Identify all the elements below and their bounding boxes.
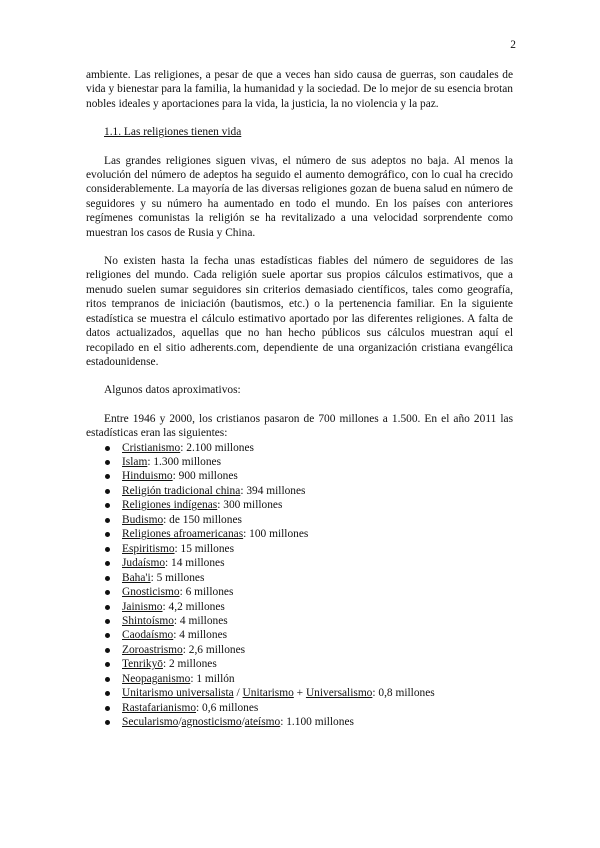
list-item	[86, 498, 513, 512]
bullet-icon	[105, 662, 110, 667]
bullet-icon	[105, 576, 110, 581]
bullet-icon	[105, 547, 110, 552]
religion-link[interactable]: Secularismo	[122, 716, 179, 729]
religion-value: : 14 millones	[165, 557, 225, 570]
bullet-icon	[105, 691, 110, 696]
religion-link[interactable]: Zoroastrismo	[122, 643, 183, 656]
religion-link[interactable]: Unitarismo universalista	[122, 687, 234, 700]
religion-link[interactable]: Islam	[122, 455, 148, 468]
religion-value: : 900 millones	[172, 470, 238, 483]
religion-value: : 1.300 millones	[147, 455, 222, 468]
religion-value: : 2 millones	[162, 658, 217, 671]
religion-link[interactable]: Hinduismo	[122, 470, 173, 483]
bullet-icon	[105, 460, 110, 465]
religions-list	[86, 441, 513, 730]
document-body	[86, 68, 513, 730]
bullet-icon	[105, 561, 110, 566]
paragraph-approx-data: Algunos datos aproximativos:	[104, 384, 241, 397]
list-item	[86, 469, 513, 483]
section-heading: 1.1. Las religiones tienen vida	[104, 126, 242, 139]
religion-link[interactable]: Religiones indígenas	[122, 499, 218, 512]
religion-value: : 4 millones	[173, 614, 228, 627]
list-item	[86, 484, 513, 498]
religion-link[interactable]: Caodaísmo	[122, 629, 174, 642]
paragraph-statistics: No existen hasta la fecha unas estadísticas fiables del número de seguidores de las religiones del mundo. Cada religión suele aportar sus propios cálculos estimativos, que a menudo suelen sumar seguidores sin criterios demasiado científicos, tales como geografía, ritos tempranos de iniciación (bautismos, etc.) o la pertenencia familiar. En la siguiente estadística se muestra el cálculo estimativo aportado por las diferentes religiones. A falta de datos actualizados, aquellas que no han hecho públicos sus cálculos muestran aquí el recopilado en el sitio adherents.com, dependiente de una organización cristiana evangélica estadounidense.	[86, 255, 513, 368]
religion-link[interactable]: Unitarismo	[242, 687, 294, 700]
separator: +	[293, 687, 306, 700]
religion-value: : 15 millones	[174, 542, 235, 555]
bullet-icon	[105, 605, 110, 610]
religion-value: : 4 millones	[173, 629, 228, 642]
religion-value: : 2,6 millones	[182, 643, 246, 656]
religion-link[interactable]: Gnosticismo	[122, 586, 180, 599]
paragraph-adherents: Las grandes religiones siguen vivas, el número de sus adeptos no baja. Al menos la evolución del número de adeptos ha seguido el aumento demográfico, con lo cual ha crecido considerablemente. La mayoría de las diversas religiones gozan de buena salud en número de seguidores y su número ha aumentado en todo el mundo. En los países con anteriores regímenes comunistas la religión se ha revitalizado a una velocidad sorprendente como muestran los casos de Rusia y China.	[86, 154, 513, 239]
religion-link[interactable]: Religión tradicional china	[122, 484, 241, 497]
bullet-icon	[105, 633, 110, 638]
religion-value: : 0,6 millones	[196, 701, 259, 714]
religion-value: : 394 millones	[240, 484, 306, 497]
list-item	[86, 455, 513, 469]
religion-link[interactable]: ateísmo	[244, 716, 281, 729]
religion-link[interactable]: Espiritismo	[122, 542, 175, 555]
religion-link[interactable]: Rastafarianismo	[122, 701, 197, 714]
religion-value: : 4,2 millones	[162, 600, 225, 613]
religion-value: : 1.100 millones	[280, 716, 354, 729]
bullet-icon	[105, 518, 110, 523]
separator: /	[241, 716, 245, 729]
religion-link[interactable]: Cristianismo	[122, 441, 181, 454]
list-item	[86, 686, 513, 700]
list-item	[86, 643, 513, 657]
religion-value: : 1 millón	[190, 672, 235, 685]
bullet-icon	[105, 720, 110, 725]
religion-link[interactable]: agnosticismo	[181, 716, 242, 729]
list-item	[86, 628, 513, 642]
religion-link[interactable]: Universalismo	[305, 687, 373, 700]
bullet-icon	[105, 489, 110, 494]
bullet-icon	[105, 474, 110, 479]
religion-link[interactable]: Budismo	[122, 513, 164, 526]
page-number: 2	[510, 39, 516, 51]
list-item	[86, 614, 513, 628]
list-item	[86, 657, 513, 671]
religion-value: : 5 millones	[150, 571, 205, 584]
religion-value: : 0,8 millones	[372, 687, 435, 700]
religion-link[interactable]: Baha'i	[122, 571, 151, 584]
list-item	[86, 672, 513, 686]
separator: /	[233, 687, 243, 700]
bullet-icon	[105, 619, 110, 624]
religion-value: : 300 millones	[217, 499, 283, 512]
religion-link[interactable]: Religiones afroamericanas	[122, 528, 244, 541]
bullet-icon	[105, 503, 110, 508]
religion-value: : 2.100 millones	[180, 441, 254, 454]
bullet-icon	[105, 677, 110, 682]
paragraph-intro: ambiente. Las religiones, a pesar de que a veces han sido causa de guerras, son caudales de vida y bienestar para la familia, la humanidad y la sociedad. De lo mejor de su esencia brotan nobles ideales y aportaciones para la vida, la justicia, la no violencia y la paz.	[86, 69, 513, 110]
religion-link[interactable]: Judaísmo	[122, 557, 166, 570]
list-item	[86, 585, 513, 599]
religion-link[interactable]: Neopaganismo	[122, 672, 191, 685]
religion-value: : de 150 millones	[163, 513, 242, 526]
religion-link[interactable]: Tenrikyō	[122, 658, 163, 671]
religion-value: : 100 millones	[243, 528, 309, 541]
religion-link[interactable]: Jainismo	[122, 600, 163, 613]
bullet-icon	[105, 532, 110, 537]
religion-value: : 6 millones	[179, 586, 234, 599]
list-item	[86, 600, 513, 614]
bullet-icon	[105, 648, 110, 653]
bullet-icon	[105, 446, 110, 451]
list-item	[86, 542, 513, 556]
list-item	[86, 441, 513, 455]
bullet-icon	[105, 590, 110, 595]
list-item	[86, 715, 513, 729]
list-item	[86, 513, 513, 527]
bullet-icon	[105, 706, 110, 711]
list-item	[86, 527, 513, 541]
list-item	[86, 556, 513, 570]
separator: /	[178, 716, 182, 729]
religion-link[interactable]: Shintoísmo	[122, 614, 174, 627]
list-item	[86, 701, 513, 715]
paragraph-christians: Entre 1946 y 2000, los cristianos pasaron de 700 millones a 1.500. En el año 2011 las estadísticas eran las siguientes:	[86, 412, 513, 440]
list-item	[86, 571, 513, 585]
